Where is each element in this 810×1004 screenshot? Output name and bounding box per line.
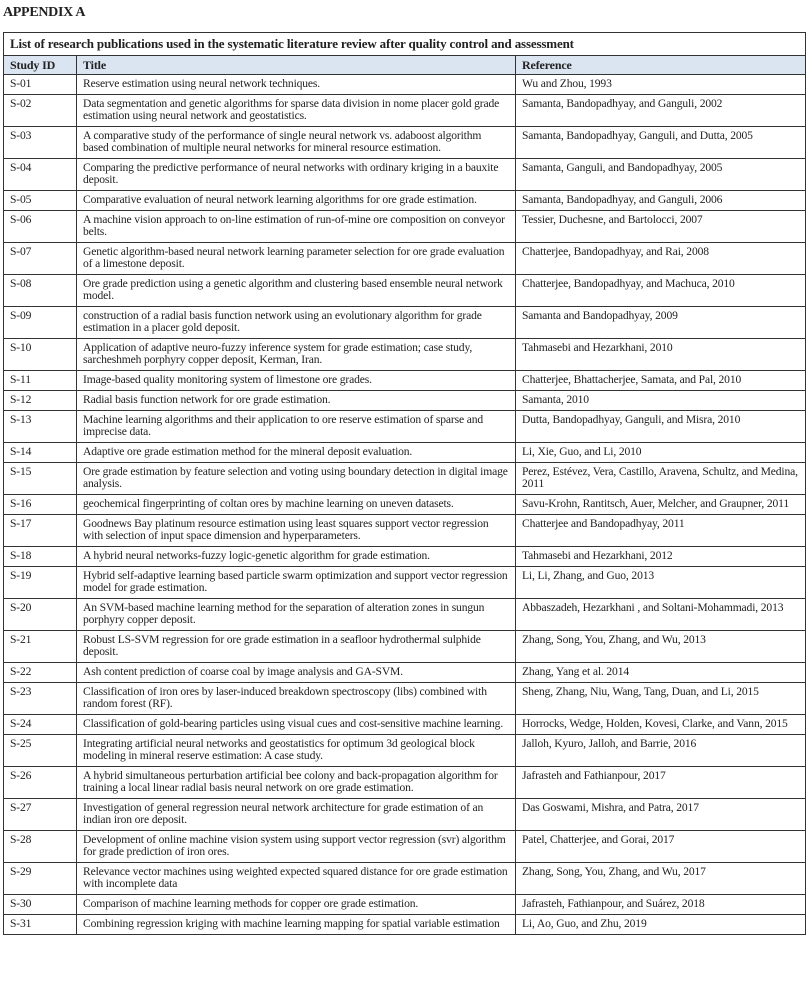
reference-cell: Chatterjee, Bandopadhyay, and Machuca, 2010 — [516, 275, 806, 307]
reference-cell: Horrocks, Wedge, Holden, Kovesi, Clarke, and Vann, 2015 — [516, 715, 806, 735]
study-id-cell: S-16 — [4, 495, 77, 515]
title-cell: Combining regression kriging with machine learning mapping for spatial variable estimation — [77, 915, 516, 935]
study-id-cell: S-02 — [4, 95, 77, 127]
title-cell: Integrating artificial neural networks and geostatistics for optimum 3d geological block modeling in mineral reserve estimation: A case study. — [77, 735, 516, 767]
reference-cell: Samanta and Bandopadhyay, 2009 — [516, 307, 806, 339]
table-row — [4, 159, 806, 191]
study-id-cell: S-13 — [4, 411, 77, 443]
title-cell: Reserve estimation using neural network techniques. — [77, 75, 516, 95]
reference-cell: Chatterjee and Bandopadhyay, 2011 — [516, 515, 806, 547]
table-row — [4, 191, 806, 211]
table-row — [4, 211, 806, 243]
reference-cell: Tessier, Duchesne, and Bartolocci, 2007 — [516, 211, 806, 243]
title-cell: Data segmentation and genetic algorithms for sparse data division in nome placer gold grade estimation using neural network and geostatistics. — [77, 95, 516, 127]
study-id-cell: S-25 — [4, 735, 77, 767]
reference-cell: Das Goswami, Mishra, and Patra, 2017 — [516, 799, 806, 831]
table-row — [4, 443, 806, 463]
title-cell: Classification of gold-bearing particles using visual cues and cost-sensitive machine learning. — [77, 715, 516, 735]
title-cell: Classification of iron ores by laser-induced breakdown spectroscopy (libs) combined with random forest (RF). — [77, 683, 516, 715]
title-cell: Ash content prediction of coarse coal by image analysis and GA-SVM. — [77, 663, 516, 683]
reference-cell: Samanta, Bandopadhyay, and Ganguli, 2002 — [516, 95, 806, 127]
reference-cell: Patel, Chatterjee, and Gorai, 2017 — [516, 831, 806, 863]
column-header-study-id: Study ID — [4, 56, 77, 75]
table-row — [4, 391, 806, 411]
column-header-title: Title — [77, 56, 516, 75]
study-id-cell: S-12 — [4, 391, 77, 411]
title-cell: Image-based quality monitoring system of limestone ore grades. — [77, 371, 516, 391]
table-row — [4, 307, 806, 339]
reference-cell: Zhang, Song, You, Zhang, and Wu, 2013 — [516, 631, 806, 663]
table-row — [4, 683, 806, 715]
reference-cell: Dutta, Bandopadhyay, Ganguli, and Misra, 2010 — [516, 411, 806, 443]
study-id-cell: S-03 — [4, 127, 77, 159]
title-cell: Genetic algorithm-based neural network learning parameter selection for ore grade evaluation of a limestone deposit. — [77, 243, 516, 275]
table-row — [4, 463, 806, 495]
reference-cell: Chatterjee, Bandopadhyay, and Rai, 2008 — [516, 243, 806, 275]
study-id-cell: S-04 — [4, 159, 77, 191]
table-row — [4, 339, 806, 371]
table-row — [4, 599, 806, 631]
title-cell: Radial basis function network for ore grade estimation. — [77, 391, 516, 411]
table-row — [4, 863, 806, 895]
reference-cell: Jafrasteh, Fathianpour, and Suárez, 2018 — [516, 895, 806, 915]
study-id-cell: S-21 — [4, 631, 77, 663]
table-row — [4, 663, 806, 683]
table-row — [4, 799, 806, 831]
title-cell: A hybrid simultaneous perturbation artificial bee colony and back-propagation algorithm for training a local linear radial basis neural network on ore grade estimation. — [77, 767, 516, 799]
table-caption-row — [4, 33, 806, 56]
study-id-cell: S-18 — [4, 547, 77, 567]
reference-cell: Wu and Zhou, 1993 — [516, 75, 806, 95]
table-row — [4, 371, 806, 391]
table-header-row — [4, 56, 806, 75]
table-row — [4, 895, 806, 915]
table-row — [4, 915, 806, 935]
table-caption: List of research publications used in the systematic literature review after quality control and assessment — [4, 33, 806, 56]
table-row — [4, 831, 806, 863]
study-id-cell: S-10 — [4, 339, 77, 371]
study-id-cell: S-06 — [4, 211, 77, 243]
study-id-cell: S-28 — [4, 831, 77, 863]
reference-cell: Chatterjee, Bhattacherjee, Samata, and Pal, 2010 — [516, 371, 806, 391]
reference-cell: Sheng, Zhang, Niu, Wang, Tang, Duan, and Li, 2015 — [516, 683, 806, 715]
table-row — [4, 735, 806, 767]
reference-cell: Samanta, Bandopadhyay, Ganguli, and Dutta, 2005 — [516, 127, 806, 159]
table-row — [4, 715, 806, 735]
publications-table — [3, 32, 806, 935]
study-id-cell: S-29 — [4, 863, 77, 895]
reference-cell: Perez, Estévez, Vera, Castillo, Aravena, Schultz, and Medina, 2011 — [516, 463, 806, 495]
study-id-cell: S-30 — [4, 895, 77, 915]
title-cell: Comparing the predictive performance of neural networks with ordinary kriging in a bauxite deposit. — [77, 159, 516, 191]
study-id-cell: S-01 — [4, 75, 77, 95]
study-id-cell: S-05 — [4, 191, 77, 211]
title-cell: Investigation of general regression neural network architecture for grade estimation of an indian iron ore deposit. — [77, 799, 516, 831]
table-row — [4, 567, 806, 599]
title-cell: Ore grade prediction using a genetic algorithm and clustering based ensemble neural network model. — [77, 275, 516, 307]
study-id-cell: S-24 — [4, 715, 77, 735]
study-id-cell: S-08 — [4, 275, 77, 307]
study-id-cell: S-09 — [4, 307, 77, 339]
table-row — [4, 515, 806, 547]
study-id-cell: S-11 — [4, 371, 77, 391]
table-row — [4, 767, 806, 799]
study-id-cell: S-23 — [4, 683, 77, 715]
title-cell: Adaptive ore grade estimation method for the mineral deposit evaluation. — [77, 443, 516, 463]
reference-cell: Savu-Krohn, Rantitsch, Auer, Melcher, and Graupner, 2011 — [516, 495, 806, 515]
study-id-cell: S-20 — [4, 599, 77, 631]
title-cell: A hybrid neural networks-fuzzy logic-genetic algorithm for grade estimation. — [77, 547, 516, 567]
reference-cell: Li, Xie, Guo, and Li, 2010 — [516, 443, 806, 463]
study-id-cell: S-22 — [4, 663, 77, 683]
title-cell: Comparison of machine learning methods for copper ore grade estimation. — [77, 895, 516, 915]
study-id-cell: S-31 — [4, 915, 77, 935]
title-cell: An SVM-based machine learning method for the separation of alteration zones in sungun porphyry copper deposit. — [77, 599, 516, 631]
table-row — [4, 631, 806, 663]
reference-cell: Tahmasebi and Hezarkhani, 2010 — [516, 339, 806, 371]
title-cell: A machine vision approach to on-line estimation of run-of-mine ore composition on conveyor belts. — [77, 211, 516, 243]
study-id-cell: S-14 — [4, 443, 77, 463]
column-header-reference: Reference — [516, 56, 806, 75]
table-row — [4, 127, 806, 159]
table-row — [4, 275, 806, 307]
title-cell: geochemical fingerprinting of coltan ores by machine learning on uneven datasets. — [77, 495, 516, 515]
table-row — [4, 547, 806, 567]
study-id-cell: S-07 — [4, 243, 77, 275]
reference-cell: Samanta, 2010 — [516, 391, 806, 411]
reference-cell: Li, Ao, Guo, and Zhu, 2019 — [516, 915, 806, 935]
reference-cell: Jalloh, Kyuro, Jalloh, and Barrie, 2016 — [516, 735, 806, 767]
title-cell: Robust LS-SVM regression for ore grade estimation in a seafloor hydrothermal sulphide deposit. — [77, 631, 516, 663]
title-cell: Comparative evaluation of neural network learning algorithms for ore grade estimation. — [77, 191, 516, 211]
table-row — [4, 95, 806, 127]
study-id-cell: S-26 — [4, 767, 77, 799]
title-cell: Hybrid self-adaptive learning based particle swarm optimization and support vector regression model for grade estimation. — [77, 567, 516, 599]
reference-cell: Abbaszadeh, Hezarkhani , and Soltani-Mohammadi, 2013 — [516, 599, 806, 631]
table-row — [4, 411, 806, 443]
title-cell: Relevance vector machines using weighted expected squared distance for ore grade estimation with incomplete data — [77, 863, 516, 895]
study-id-cell: S-17 — [4, 515, 77, 547]
reference-cell: Li, Li, Zhang, and Guo, 2013 — [516, 567, 806, 599]
reference-cell: Zhang, Song, You, Zhang, and Wu, 2017 — [516, 863, 806, 895]
study-id-cell: S-27 — [4, 799, 77, 831]
appendix-heading: APPENDIX A — [3, 5, 86, 20]
title-cell: Machine learning algorithms and their application to ore reserve estimation of sparse and imprecise data. — [77, 411, 516, 443]
study-id-cell: S-19 — [4, 567, 77, 599]
title-cell: construction of a radial basis function network using an evolutionary algorithm for grade estimation in a placer gold deposit. — [77, 307, 516, 339]
title-cell: Ore grade estimation by feature selection and voting using boundary detection in digital image analysis. — [77, 463, 516, 495]
table-row — [4, 243, 806, 275]
reference-cell: Jafrasteh and Fathianpour, 2017 — [516, 767, 806, 799]
title-cell: Development of online machine vision system using support vector regression (svr) algorithm for grade prediction of iron ores. — [77, 831, 516, 863]
title-cell: Application of adaptive neuro-fuzzy inference system for grade estimation; case study, sarcheshmeh porphyry copper deposit, Kerman, Iran. — [77, 339, 516, 371]
reference-cell: Tahmasebi and Hezarkhani, 2012 — [516, 547, 806, 567]
study-id-cell: S-15 — [4, 463, 77, 495]
table-row — [4, 75, 806, 95]
reference-cell: Samanta, Ganguli, and Bandopadhyay, 2005 — [516, 159, 806, 191]
title-cell: Goodnews Bay platinum resource estimation using least squares support vector regression with selection of input space dimension and hyperparameters. — [77, 515, 516, 547]
reference-cell: Samanta, Bandopadhyay, and Ganguli, 2006 — [516, 191, 806, 211]
title-cell: A comparative study of the performance of single neural network vs. adaboost algorithm based combination of multiple neural networks for mineral resource estimation. — [77, 127, 516, 159]
table-row — [4, 495, 806, 515]
reference-cell: Zhang, Yang et al. 2014 — [516, 663, 806, 683]
